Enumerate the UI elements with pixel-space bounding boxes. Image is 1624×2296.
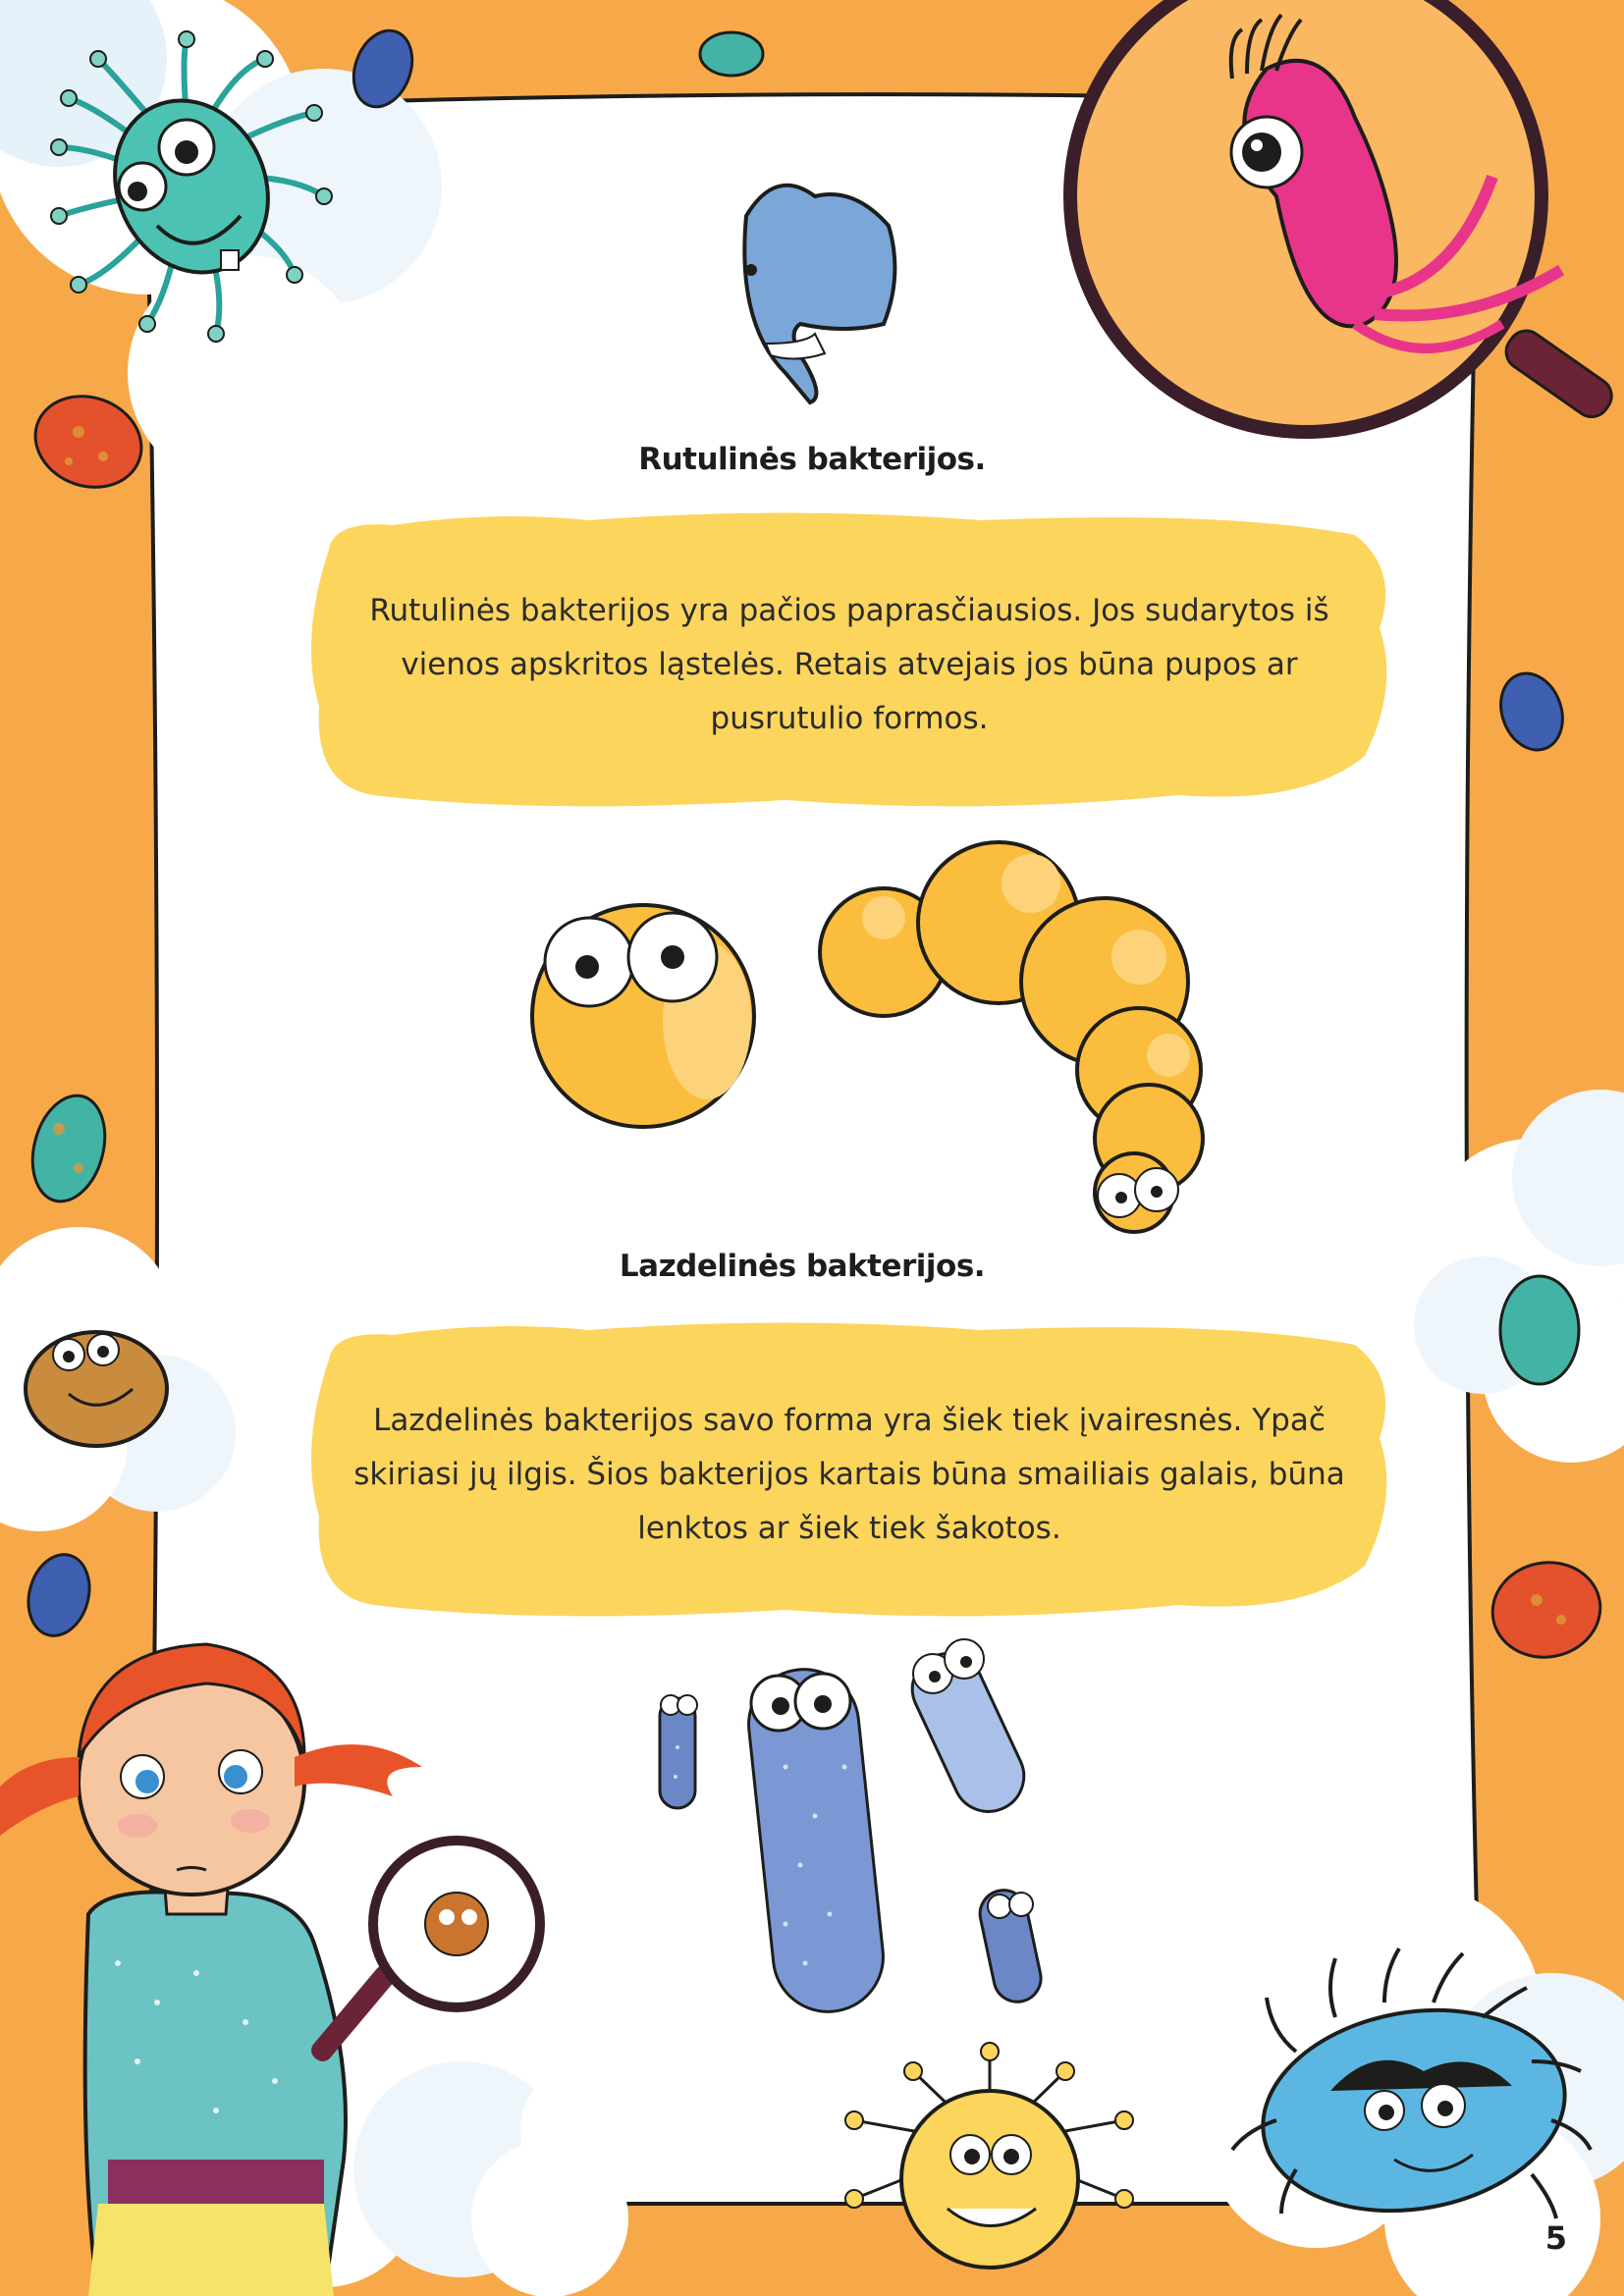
brown-bacterium-illustration [26,1332,167,1446]
page-number: 5 [1544,2219,1567,2257]
cocci-illustration [532,905,754,1127]
magnifier-top-right [1070,0,1618,432]
section-heading-bacilli: Lazdelinės bakterijos. [619,1249,986,1284]
section-heading-cocci: Rutulinės bakterijos. [638,442,986,477]
section-text-cocci: Rutulinės bakterijos yra pačios paprasčiausios. Jos sudarytos iš vienos apskritos ląstelės. Retais atvejais jos būna pupos ar pusrutulio formos. [369,593,1329,736]
section-text-bacilli: Lazdelinės bakterijos savo forma yra šiek tiek įvairesnės. Ypač skiriasi jų ilgis. Šios bakterijos kartais būna smailiais galais, būna lenktos ar šiek tiek šakotos. [353,1403,1345,1546]
